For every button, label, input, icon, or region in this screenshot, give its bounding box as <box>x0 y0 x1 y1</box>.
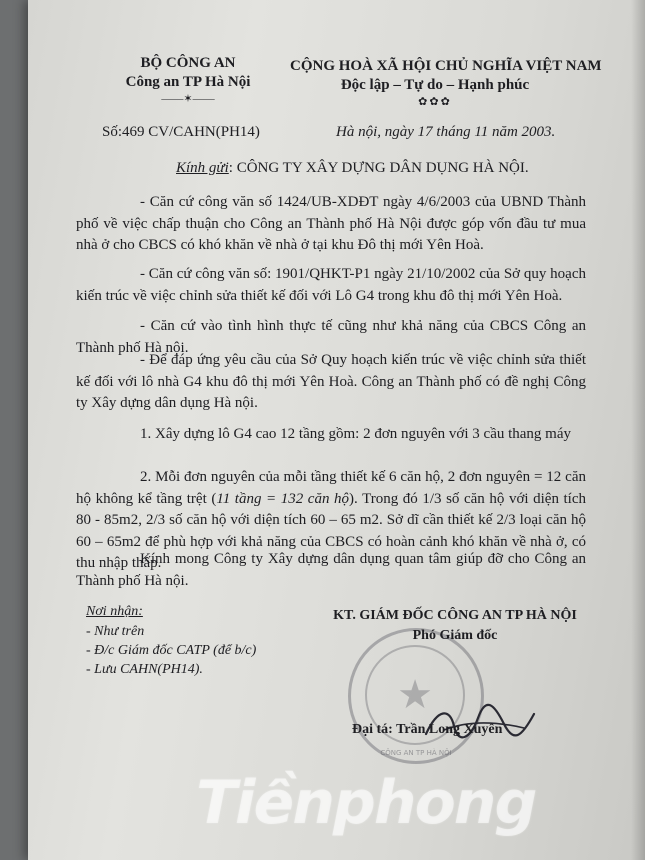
paragraph-2: - Căn cứ công văn số: 1901/QHKT-P1 ngày 21/10/2002 của Sở quy hoạch kiến trúc về việc chỉnh sửa thiết kế đối với Lô G4 trong khu đô thị mới Yên Hoà. <box>76 266 586 304</box>
recipient-item: - Lưu CAHN(PH14). <box>86 662 203 677</box>
item-1: 1. Xây dựng lô G4 cao 12 tầng gồm: 2 đơn nguyên với 3 cầu thang máy <box>140 426 572 442</box>
item-2-part2: ). Trong đó 1/3 số căn hộ với diện tích 80 - 85m2, 2/3 số căn hộ với diện tích 60 – 65 m2. Sở dĩ cần thiết kế 2/3 loại căn hộ 60 – 65m2 để phù hợp với khả năng của CBCS có hoàn cảnh khó khăn về nhà ở, có thu nhập thấp. <box>76 490 587 571</box>
page-shadow <box>631 0 645 860</box>
recipient-line <box>176 160 529 177</box>
document-number: Số:469 CV/CAHN(PH14) <box>102 124 260 140</box>
paragraph-1: - Căn cứ công văn số 1424/UB-XDĐT ngày 4/6/2003 của UBND Thành phố về việc chấp thuận cho Công an Thành phố Hà Nội được góp vốn đầu tư mua nhà ở cho CBCS có khó khăn về nhà ở tại khu Đô thị mới Yên Hoà. <box>76 194 586 253</box>
recipient-label: Kính gửi <box>176 160 229 176</box>
paragraph-3: - Căn cứ vào tình hình thực tế cũng như khả năng của CBCS Công an Thành phố Hà nội. <box>76 318 586 356</box>
recipient-item: - Như trên <box>86 624 145 639</box>
country-name: CỘNG HOÀ XÃ HỘI CHỦ NGHĨA VIỆT NAM <box>290 58 602 74</box>
recipients-title: Nơi nhận: <box>86 604 143 619</box>
seal-text: CÔNG AN TP HÀ NỘI <box>380 749 452 757</box>
signer-name: Đại tá: Trần Long Xuyên <box>352 722 503 737</box>
national-motto: Độc lập – Tự do – Hạnh phúc <box>340 77 530 93</box>
recipient-name: : CÔNG TY XÂY DỰNG DÂN DỤNG HÀ NỘI. <box>228 160 529 176</box>
agency-name: Công an TP Hà Nội <box>125 74 251 90</box>
paragraph-4: - Để đáp ứng yêu cầu của Sở Quy hoạch kiến trúc về việc chỉnh sửa thiết kế đối với lô nhà G4 khu đô thị mới Yên Hoà. Công an Thành phố có đề nghị Công ty Xây dựng dân dụng Hà nội. <box>76 352 586 411</box>
item-2-italic: 11 tầng = 132 căn hộ <box>216 490 350 507</box>
issue-date: Hà nội, ngày 17 tháng 11 năm 2003. <box>336 124 556 140</box>
right-ornament: ✿✿✿ <box>418 96 452 108</box>
publisher-watermark: Tiềnphong <box>196 768 536 838</box>
left-ornament: ——✶—— <box>161 93 215 105</box>
closing-paragraph: Kính mong Công ty Xây dựng dân dụng quan tâm giúp đỡ cho Công an Thành phố Hà nội. <box>76 551 586 589</box>
signature-title: KT. GIÁM ĐỐC CÔNG AN TP HÀ NỘI <box>333 608 577 623</box>
signature-role: Phó Giám đốc <box>412 628 498 643</box>
ministry-name: BỘ CÔNG AN <box>140 55 236 71</box>
recipient-item: - Đ/c Giám đốc CATP (để b/c) <box>86 643 257 658</box>
seal-star-icon: ★ <box>397 672 433 717</box>
item-2-part1: 2. Mỗi đơn nguyên của mỗi tầng thiết kế 6 căn hộ, 2 đơn nguyên = 12 căn hộ không kể tầng trệt ( <box>76 469 586 507</box>
